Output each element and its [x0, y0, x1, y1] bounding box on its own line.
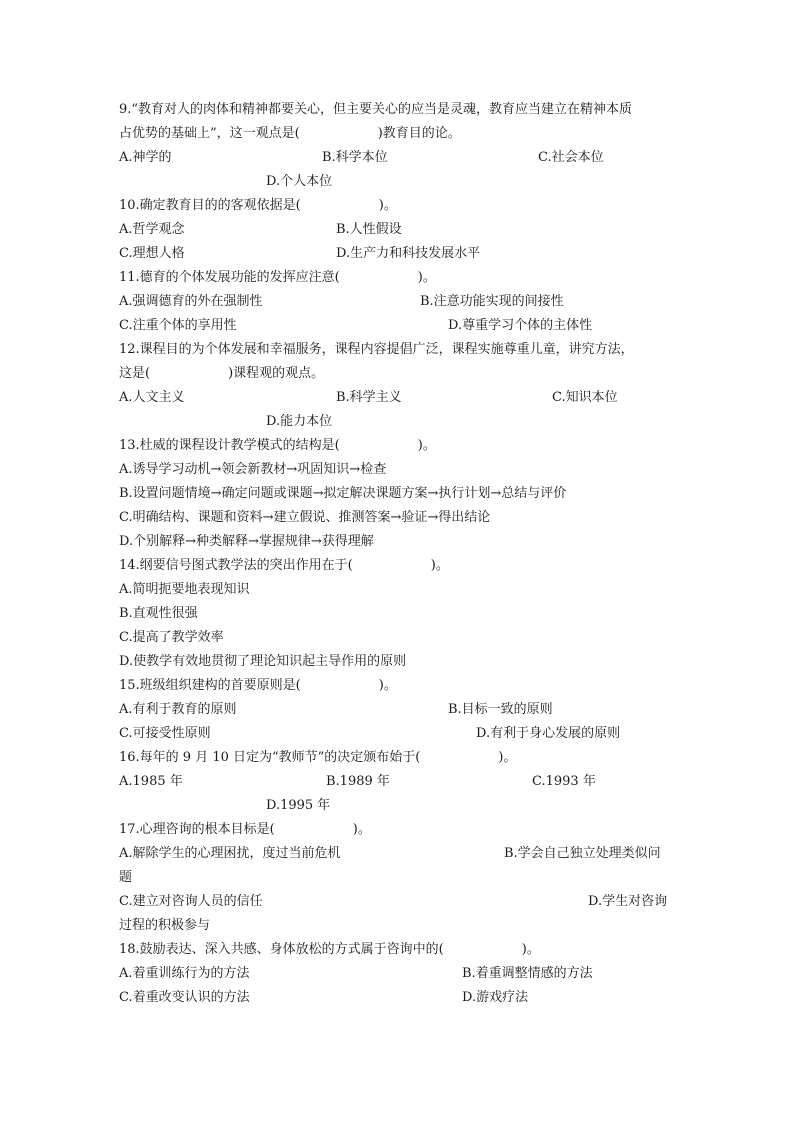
question-9-options-row-1 [0, 146, 794, 170]
question-12-option-b: B.科学主义 [336, 390, 402, 405]
question-11-option-d: D.尊重学习个体的主体性 [448, 318, 593, 333]
question-17-option-b: B.学会自己独立处理类似问 [504, 846, 661, 861]
question-15-options-row-1 [0, 698, 794, 722]
question-16-stem: 16.每年的 9 月 10 日定为“教师节”的决定颁布始于( )。 [119, 750, 517, 765]
question-10-option-d: D.生产力和科技发展水平 [336, 246, 481, 261]
question-15-option-b: B.目标一致的原则 [448, 702, 553, 717]
question-16-options-row-1 [0, 770, 794, 794]
question-12-option-a: A.人文主义 [119, 390, 185, 405]
question-10-options-row-2 [0, 242, 794, 266]
question-18-option-d: D.游戏疗法 [462, 990, 529, 1005]
question-17-options-row-2 [0, 890, 794, 914]
question-13-option-c: C.明确结构、课题和资料→建立假说、推测答案→验证→得出结论 [119, 510, 491, 525]
question-16-option-b: B.1989 年 [326, 774, 390, 789]
question-17-option-a: A.解除学生的心理困扰，度过当前危机 [119, 846, 341, 861]
question-18-options-row-1 [0, 962, 794, 986]
question-18-option-c: C.着重改变认识的方法 [119, 990, 250, 1005]
question-14-option-c: C.提高了教学效率 [119, 630, 224, 645]
question-9-option-d: D.个人本位 [266, 174, 333, 189]
question-14-option-b: B.直观性很强 [119, 606, 198, 621]
question-12-options-row-1 [0, 386, 794, 410]
question-9-stem-line-1: 9.“教育对人的肉体和精神都要关心，但主要关心的应当是灵魂，教育应当建立在精神本质 [119, 102, 633, 117]
question-14-option-a: A.简明扼要地表现知识 [119, 582, 250, 597]
question-13-option-d: D.个别解释→种类解释→掌握规律→获得理解 [119, 534, 374, 549]
question-13-option-b: B.设置问题情境→确定问题或课题→拟定解决课题方案→执行计划→总结与评价 [119, 486, 567, 501]
question-9-option-b: B.科学本位 [322, 150, 388, 165]
question-9-option-c: C.社会本位 [538, 150, 604, 165]
question-11-option-b: B.注意功能实现的间接性 [420, 294, 564, 309]
question-15-option-d: D.有利于身心发展的原则 [476, 726, 621, 741]
question-10-stem: 10.确定教育目的的客观依据是( )。 [119, 198, 397, 213]
question-11-option-a: A.强调德育的外在强制性 [119, 294, 263, 309]
question-18-option-a: A.着重训练行为的方法 [119, 966, 250, 981]
question-11-stem: 11.德育的个体发展功能的发挥应注意( )。 [119, 270, 436, 285]
question-12-stem-line-2: 这是( )课程观的观点。 [119, 366, 325, 381]
question-9-stem-line-2: 占优势的基础上”，这一观点是( )教育目的论。 [119, 126, 461, 141]
question-13-option-a: A.诱导学习动机→领会新教材→巩固知识→检查 [119, 462, 387, 477]
question-18-option-b: B.着重调整情感的方法 [462, 966, 593, 981]
question-13-stem: 13.杜威的课程设计教学模式的结构是( )。 [119, 438, 436, 453]
question-17-option-d: D.学生对咨询 [588, 894, 668, 909]
question-15-stem: 15.班级组织建构的首要原则是( )。 [119, 678, 397, 693]
question-18-stem: 18.鼓励表达、深入共感、身体放松的方式属于咨询中的( )。 [119, 942, 540, 957]
question-17-stem: 17.心理咨询的根本目标是( )。 [119, 822, 371, 837]
question-15-options-row-2 [0, 722, 794, 746]
question-11-option-c: C.注重个体的享用性 [119, 318, 237, 333]
question-16-option-d: D.1995 年 [266, 798, 331, 813]
question-14-option-d: D.使教学有效地贯彻了理论知识起主导作用的原则 [119, 654, 407, 669]
question-18-options-row-2 [0, 986, 794, 1010]
question-16-option-a: A.1985 年 [119, 774, 183, 789]
question-17-option-b-continued: 题 [119, 870, 133, 885]
question-12-stem-line-1: 12.课程目的为个体发展和幸福服务，课程内容提倡广泛，课程实施尊重儿童，讲究方法， [119, 342, 634, 357]
question-15-option-c: C.可接受性原则 [119, 726, 211, 741]
question-10-option-b: B.人性假设 [336, 222, 402, 237]
question-10-options-row-1 [0, 218, 794, 242]
question-17-options-row-1 [0, 842, 794, 866]
question-16-option-c: C.1993 年 [532, 774, 596, 789]
question-15-option-a: A.有利于教育的原则 [119, 702, 237, 717]
question-14-stem: 14.纲要信号图式教学法的突出作用在于( )。 [119, 558, 449, 573]
question-12-option-c: C.知识本位 [552, 390, 618, 405]
question-10-option-c: C.理想人格 [119, 246, 185, 261]
question-11-options-row-2 [0, 314, 794, 338]
question-12-option-d: D.能力本位 [266, 414, 333, 429]
question-10-option-a: A.哲学观念 [119, 222, 185, 237]
question-11-options-row-1 [0, 290, 794, 314]
question-9-option-a: A.神学的 [119, 150, 172, 165]
question-17-option-d-continued: 过程的积极参与 [119, 918, 211, 933]
question-17-option-c: C.建立对咨询人员的信任 [119, 894, 263, 909]
